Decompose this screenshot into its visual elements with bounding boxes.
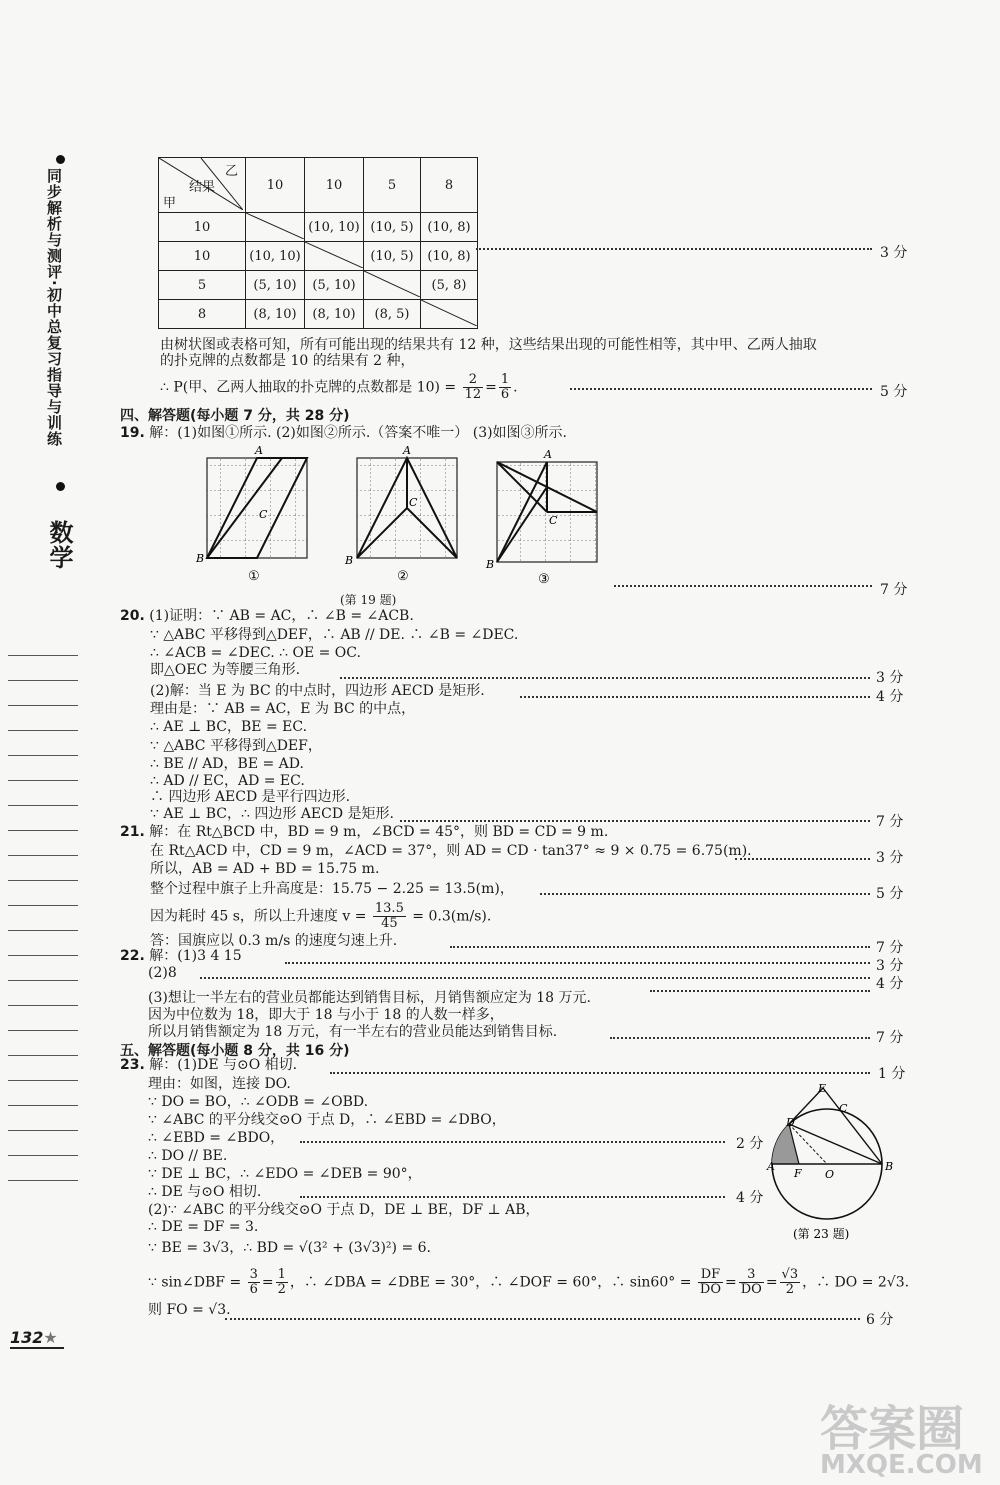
svg-text:A: A bbox=[767, 1160, 775, 1173]
svg-text:F: F bbox=[794, 1167, 802, 1180]
score-leader bbox=[340, 677, 870, 679]
q21-line: 整个过程中旗子上升高度是：15.75 − 2.25 = 13.5(m)， bbox=[150, 881, 514, 897]
table-cell: (10, 10) bbox=[305, 213, 364, 242]
row-label: 8 bbox=[159, 300, 246, 329]
figure-1 bbox=[195, 444, 307, 584]
q20-line: ∵ AE ⊥ BC，∴ 四边形 AECD 是矩形. bbox=[150, 806, 394, 822]
score-leader bbox=[450, 946, 870, 948]
prob-line-2: 的扑克牌的点数都是 10 的结果有 2 种， bbox=[160, 353, 415, 369]
q23-line: ∵ ∠ABC 的平分线交⊙O 于点 D，∴ ∠EBD = ∠DBO， bbox=[148, 1112, 506, 1128]
q20-line: 20. (1)证明：∵ AB = AC，∴ ∠B = ∠ACB. bbox=[120, 608, 414, 624]
q20-line: ∴ AE ⊥ BC，BE = EC. bbox=[150, 719, 308, 735]
table-row bbox=[159, 242, 478, 271]
score-leader bbox=[610, 1037, 870, 1039]
diag-cell bbox=[305, 242, 364, 271]
q21-line: 21. 解：在 Rt△BCD 中，BD = 9 m，∠BCD = 45°，则 BD = CD = 9 m. bbox=[120, 824, 609, 840]
q22-line: 因为中位数为 18，即大于 18 与小于 18 的人数一样多， bbox=[148, 1007, 504, 1023]
score-leader bbox=[520, 696, 870, 698]
q19-text: 19. 解：(1)如图①所示. (2)如图②所示.（答案不唯一） (3)如图③所示. bbox=[120, 425, 568, 441]
table-row bbox=[159, 213, 478, 242]
table-cell: (5, 10) bbox=[246, 271, 305, 300]
score-leader bbox=[570, 388, 872, 390]
table-cell: (10, 5) bbox=[364, 242, 421, 271]
q23-line: ∴ DE 与⊙O 相切. bbox=[148, 1184, 262, 1200]
score: 1 分 bbox=[878, 1066, 906, 1082]
score: 4 分 bbox=[736, 1190, 764, 1206]
score-leader bbox=[300, 1141, 725, 1143]
score-leader bbox=[650, 990, 870, 992]
diag-cell bbox=[421, 300, 478, 329]
q21-line: 因为耗时 45 s，所以上升速度 v = $\frac{13.5}{45}$ = 0.3(m/s). bbox=[150, 901, 492, 931]
table-corner-cell bbox=[159, 158, 246, 213]
star-icon: ★ bbox=[43, 1328, 58, 1347]
sidebar-dot-top bbox=[56, 155, 65, 164]
score-leader bbox=[476, 248, 872, 250]
score: 3 分 bbox=[876, 670, 904, 686]
q23-line: ∵ sin∠DBF = $\frac{3}{6}$ = $\frac{1}{2}$ ，∴ ∠DBA = ∠DBE = 30°，∴ ∠DOF = 60°，∴ sin60° = $\frac{DF}{DO}$ = $\frac{3}{DO}$ = $\frac{√3}{2}$ ，∴ DO = 2√3. bbox=[148, 1267, 910, 1297]
score-leader bbox=[200, 977, 870, 979]
score: 7 分 bbox=[880, 582, 908, 598]
q22-line: (3)想让一半左右的营业员都能达到销售目标，月销售额应定为 18 万元. bbox=[148, 990, 591, 1006]
q20-line: ∵ △ABC 平移得到△DEF， bbox=[150, 738, 322, 754]
score: 4 分 bbox=[876, 976, 904, 992]
watermark-logo: 答案圈 bbox=[820, 1401, 965, 1457]
section-heading: 四、解答题(每小题 7 分，共 28 分) bbox=[120, 408, 350, 424]
svg-text:②: ② bbox=[397, 569, 409, 584]
score: 2 分 bbox=[736, 1136, 764, 1152]
svg-text:C: C bbox=[409, 496, 418, 509]
q23-line: 则 FO = √3. bbox=[148, 1302, 231, 1318]
q20-line: ∴ BE // AD，BE = AD. bbox=[150, 756, 304, 772]
table-cell: (8, 10) bbox=[246, 300, 305, 329]
prob-line-3: ∴ P(甲、乙两人抽取的扑克牌的点数都是 10) = $\frac{2}{12}$ = $\frac{1}{6}$ . bbox=[160, 372, 518, 402]
q19-caption: (第 19 题) bbox=[340, 593, 397, 607]
score: 7 分 bbox=[876, 1030, 904, 1046]
svg-text:①: ① bbox=[248, 569, 260, 584]
svg-text:D: D bbox=[786, 1116, 795, 1129]
q20-line: (2)解：当 E 为 BC 的中点时，四边形 AECD 是矩形. bbox=[150, 683, 485, 699]
prob-line-1: 由树状图或表格可知，所有可能出现的结果共有 12 种，这些结果出现的可能性相等，其中甲、乙两人抽取 bbox=[160, 337, 817, 353]
svg-text:B: B bbox=[345, 554, 354, 567]
header-jia: 甲 bbox=[163, 196, 177, 211]
q20-line: ∴ 四边形 AECD 是平行四边形. bbox=[150, 789, 351, 805]
score: 7 分 bbox=[876, 940, 904, 956]
svg-text:E: E bbox=[818, 1082, 827, 1095]
table-cell: (10, 8) bbox=[421, 213, 478, 242]
svg-text:C: C bbox=[549, 514, 558, 527]
table-cell: (5, 8) bbox=[421, 271, 478, 300]
score-leader bbox=[400, 820, 870, 822]
score: 3 分 bbox=[880, 245, 908, 261]
q21-line: 所以，AB = AD + BD = 15.75 m. bbox=[150, 861, 380, 877]
col-header: 10 bbox=[305, 158, 364, 213]
score: 5 分 bbox=[876, 886, 904, 902]
score-leader bbox=[285, 962, 870, 964]
watermark-url: MXQE.COM bbox=[820, 1450, 983, 1480]
sidebar-subject: 数学 bbox=[45, 520, 73, 570]
page-number: 132★ bbox=[10, 1328, 64, 1349]
q19-figures bbox=[195, 440, 615, 590]
q23-line: 理由：如图，连接 DO. bbox=[148, 1076, 291, 1092]
q22-line: (2)8 bbox=[148, 965, 177, 981]
q23-line: (2)∵ ∠ABC 的平分线交⊙O 于点 D，DE ⊥ BE，DF ⊥ AB， bbox=[148, 1202, 540, 1218]
sidebar-book-title: 同步解析与测评·初中总复习指导与训练 bbox=[45, 168, 63, 447]
svg-text:A: A bbox=[255, 444, 263, 457]
q23-figure bbox=[765, 1080, 905, 1245]
col-header: 5 bbox=[364, 158, 421, 213]
sidebar-dot-bottom bbox=[56, 482, 65, 491]
table-cell: (10, 5) bbox=[364, 213, 421, 242]
row-label: 5 bbox=[159, 271, 246, 300]
col-header: 10 bbox=[246, 158, 305, 213]
score: 5 分 bbox=[880, 384, 908, 400]
svg-text:C: C bbox=[839, 1102, 848, 1115]
score-leader bbox=[540, 893, 870, 895]
header-yi: 乙 bbox=[225, 164, 239, 179]
col-header: 8 bbox=[421, 158, 478, 213]
score-leader bbox=[735, 858, 870, 860]
score-leader bbox=[225, 1318, 860, 1320]
q23-line: ∴ DE = DF = 3. bbox=[148, 1219, 259, 1235]
diag-cell bbox=[246, 213, 305, 242]
score-leader bbox=[330, 1072, 870, 1074]
q22-line: 所以月销售额定为 18 万元，有一半左右的营业员能达到销售目标. bbox=[148, 1024, 558, 1040]
svg-text:③: ③ bbox=[538, 572, 550, 587]
svg-text:C: C bbox=[259, 508, 268, 521]
table-cell: (8, 10) bbox=[305, 300, 364, 329]
row-label: 10 bbox=[159, 213, 246, 242]
table-cell: (10, 8) bbox=[421, 242, 478, 271]
q21-line: 在 Rt△ACD 中，CD = 9 m，∠ACD = 37°，则 AD = CD · tan37° ≈ 9 × 0.75 = 6.75(m). bbox=[150, 843, 752, 859]
svg-text:O: O bbox=[825, 1168, 835, 1181]
score-leader bbox=[614, 585, 872, 587]
diag-cell bbox=[364, 271, 421, 300]
q21-line: 答：国旗应以 0.3 m/s 的速度匀速上升. bbox=[150, 933, 398, 949]
table-cell: (10, 10) bbox=[246, 242, 305, 271]
table-cell: (5, 10) bbox=[305, 271, 364, 300]
svg-text:B: B bbox=[486, 558, 495, 571]
q20-line: ∴ AD // EC，AD = EC. bbox=[150, 773, 305, 789]
score: 3 分 bbox=[876, 850, 904, 866]
svg-text:A: A bbox=[544, 448, 552, 461]
result-table bbox=[158, 157, 478, 329]
score-leader bbox=[300, 1196, 725, 1198]
q20-line: ∴ ∠ACB = ∠DEC. ∴ OE = OC. bbox=[150, 645, 361, 661]
q20-line: ∵ △ABC 平移得到△DEF，∴ AB // DE. ∴ ∠B = ∠DEC. bbox=[150, 627, 519, 643]
score: 3 分 bbox=[876, 958, 904, 974]
header-result: 结果 bbox=[189, 180, 216, 195]
svg-text:A: A bbox=[403, 444, 411, 457]
figure-3 bbox=[485, 448, 597, 587]
svg-text:(第 23 题): (第 23 题) bbox=[793, 1227, 850, 1241]
score: 6 分 bbox=[866, 1312, 894, 1328]
svg-text:B: B bbox=[196, 552, 205, 565]
q20-line: 即△OEC 为等腰三角形. bbox=[150, 662, 301, 678]
q22-line: 22. 解：(1)3 4 15 bbox=[120, 948, 242, 964]
svg-text:B: B bbox=[885, 1160, 894, 1173]
table-row bbox=[159, 300, 478, 329]
q20-line: 理由是：∵ AB = AC，E 为 BC 的中点， bbox=[150, 701, 416, 717]
section-heading: 五、解答题(每小题 8 分，共 16 分) bbox=[120, 1043, 350, 1059]
q23-line: ∴ ∠EBD = ∠BDO， bbox=[148, 1130, 285, 1146]
q23-line: ∵ DE ⊥ BC，∴ ∠EDO = ∠DEB = 90°， bbox=[148, 1166, 422, 1182]
q23-line: 23. 解：(1)DE 与⊙O 相切. bbox=[120, 1057, 298, 1073]
figure-2 bbox=[344, 444, 457, 584]
q23-line: ∴ DO // BE. bbox=[148, 1148, 228, 1164]
score: 7 分 bbox=[876, 814, 904, 830]
q23-line: ∵ BE = 3√3，∴ BD = √(3² + (3√3)²) = 6. bbox=[148, 1240, 431, 1256]
row-label: 10 bbox=[159, 242, 246, 271]
q23-line: ∵ DO = BO，∴ ∠ODB = ∠OBD. bbox=[148, 1094, 369, 1110]
table-cell: (8, 5) bbox=[364, 300, 421, 329]
score: 4 分 bbox=[876, 689, 904, 705]
table-row bbox=[159, 271, 478, 300]
